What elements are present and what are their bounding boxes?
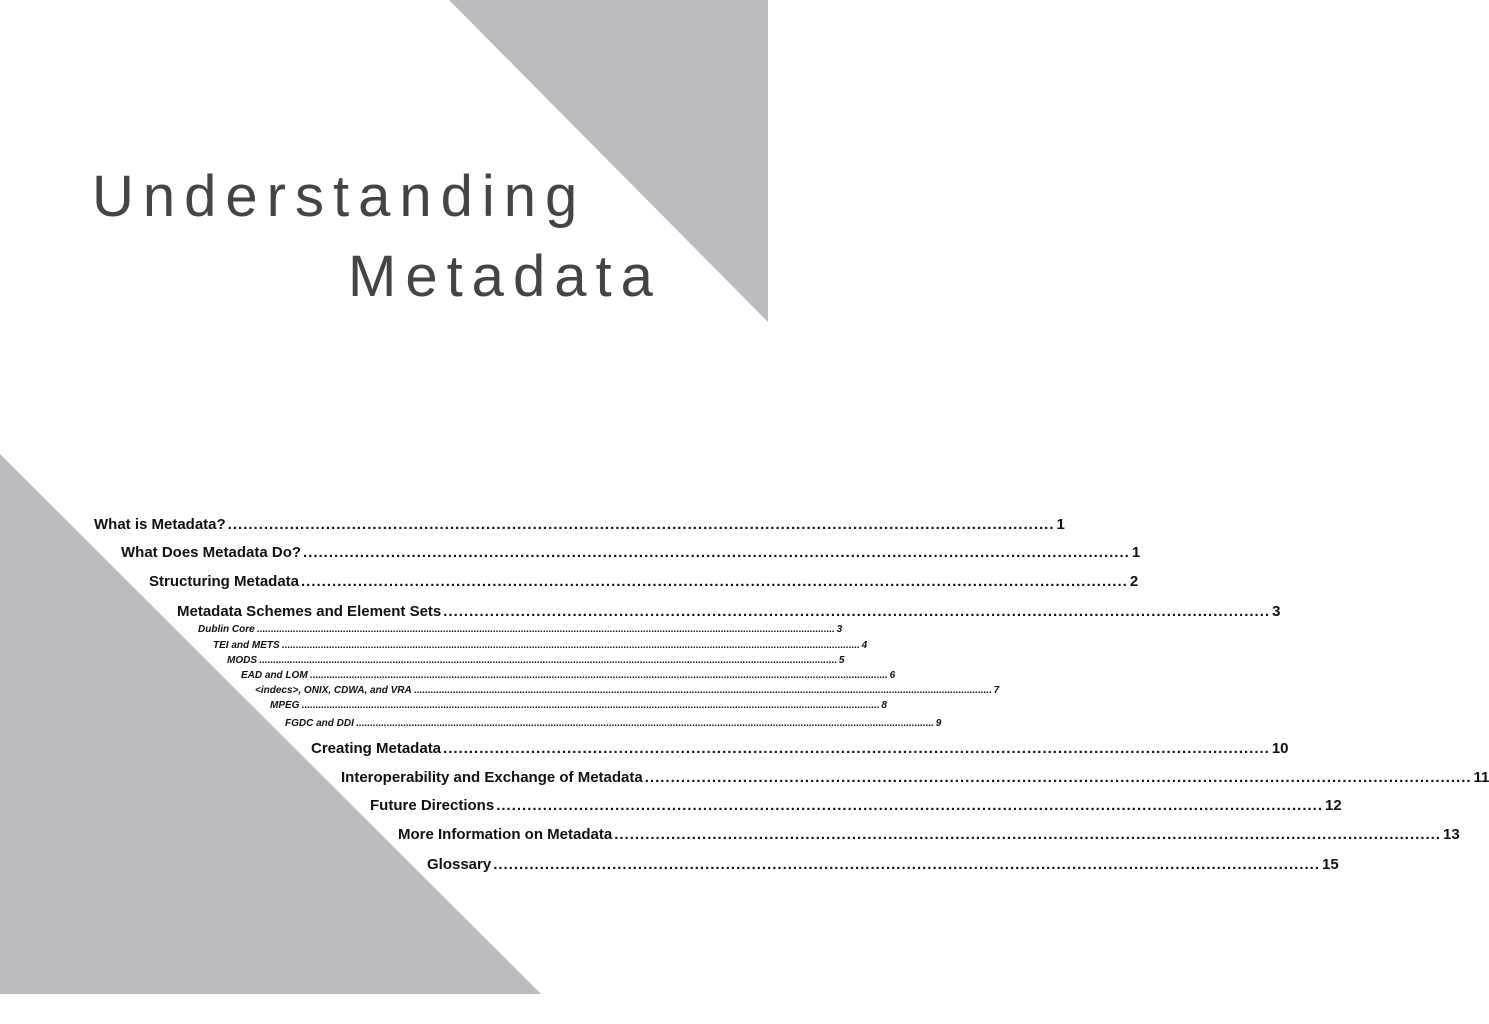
toc-dot-leader: ................................................................................................................................................................................................................ [301,700,880,711]
toc-page-number: 5 [838,655,845,666]
toc-entry-label: What Does Metadata Do? [121,544,302,561]
toc-dot-leader: ................................................................................................................................................................ [303,544,1130,561]
title-line-1: Understanding [92,164,587,229]
toc-page-number: 1 [1131,544,1141,561]
toc-page-number: 1 [1056,516,1065,533]
toc-entry-label: Creating Metadata [311,740,442,757]
toc-page-number: 7 [993,685,1000,696]
toc-entry [121,544,1141,562]
toc-entry [311,740,1289,758]
toc-entry-label: MPEG [270,700,300,711]
toc-dot-leader: ................................................................................................................................................................ [227,516,1055,533]
toc-dot-leader: ................................................................................................................................................................................................................ [413,685,992,696]
toc-page-number: 3 [1272,603,1281,620]
toc-entry-label: Interoperability and Exchange of Metadata [341,769,643,786]
toc-entry [241,670,896,682]
toc-entry-label: FGDC and DDI [285,718,354,729]
toc-entry [177,603,1281,621]
toc-entry [427,856,1339,874]
toc-entry-label: Dublin Core [198,624,255,635]
toc-page-number: 10 [1271,740,1289,757]
toc-page-number: 12 [1324,797,1342,814]
toc-entry-label: What is Metadata? [94,516,226,533]
toc-page-number: 11 [1473,769,1489,786]
toc-entry [285,718,942,730]
toc-dot-leader: ................................................................................................................................................................ [443,740,1270,757]
toc-entry [370,797,1342,815]
toc-entry-label: <indecs>, ONIX, CDWA, and VRA [255,685,412,696]
toc-entry-label: Future Directions [370,797,495,814]
toc-entry [398,826,1460,844]
toc-entry-label: Glossary [427,856,492,873]
toc-entry [270,700,887,712]
toc-page-number: 15 [1322,856,1339,873]
toc-page-number: 3 [836,624,843,635]
toc-page-number: 4 [861,640,868,651]
toc-entry [255,685,1000,697]
toc-dot-leader: ................................................................................................................................................................ [493,856,1321,873]
toc-page-number: 9 [935,718,942,729]
toc-entry-label: More Information on Metadata [398,826,613,843]
toc-dot-leader: ................................................................................................................................................................................................................ [256,624,835,635]
toc-page-number: 2 [1129,573,1139,590]
toc-entry [94,516,1065,534]
toc-dot-leader: ................................................................................................................................................................ [301,573,1128,590]
toc-page-number: 13 [1442,826,1460,843]
toc-entry-label: MODS [227,655,257,666]
toc-entry [149,573,1139,591]
toc-entry-label: TEI and METS [213,640,280,651]
toc-entry [198,624,843,636]
toc-dot-leader: ................................................................................................................................................................ [443,603,1271,620]
title-line-2: Metadata [348,244,662,309]
toc-dot-leader: ................................................................................................................................................................ [644,769,1472,786]
toc-dot-leader: ................................................................................................................................................................ [614,826,1441,843]
toc-entry [227,655,845,667]
toc-dot-leader: ................................................................................................................................................................................................................ [355,718,934,729]
toc-entry-label: Structuring Metadata [149,573,300,590]
toc-dot-leader: ................................................................................................................................................................................................................ [309,670,888,681]
toc-entry [213,640,868,652]
toc-page-number: 6 [889,670,896,681]
toc-entry-label: EAD and LOM [241,670,308,681]
toc-entry [341,769,1489,787]
toc-page-number: 8 [881,700,887,711]
toc-dot-leader: ................................................................................................................................................................ [496,797,1323,814]
toc-dot-leader: ................................................................................................................................................................................................................ [281,640,860,651]
toc-entry-label: Metadata Schemes and Element Sets [177,603,442,620]
toc-dot-leader: ................................................................................................................................................................................................................ [259,655,837,666]
